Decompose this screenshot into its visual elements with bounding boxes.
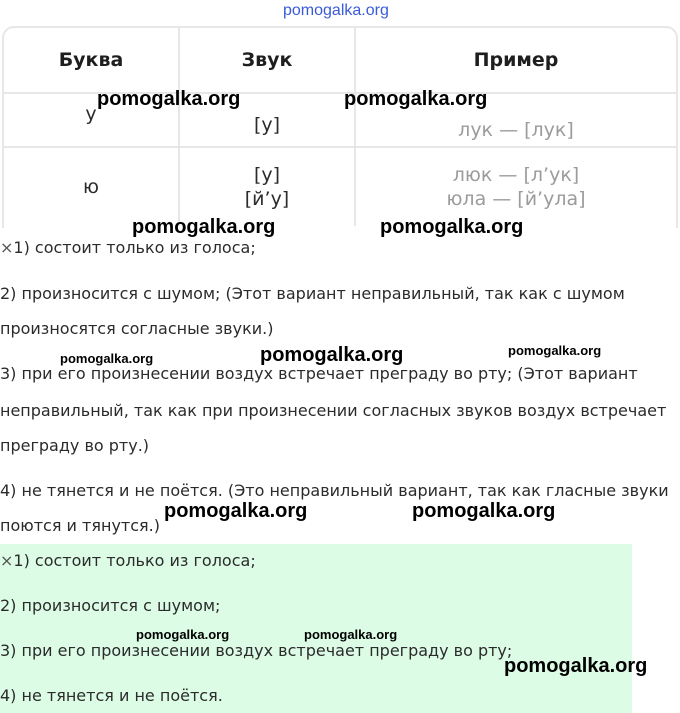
example-value: люк — [л’ук] (452, 164, 580, 186)
example-value: лук — [лук] (458, 119, 574, 141)
watermark: pomogalka.org (380, 216, 524, 238)
answer-line: преграду во рту.) (0, 436, 150, 455)
correct-line: 2) произносится с шумом; (0, 596, 221, 615)
answer-line: 2) произносится с шумом; (Этот вариант неправильный, так как с шумом (0, 284, 625, 303)
watermark: pomogalka.org (60, 351, 154, 366)
letter-value: ю (83, 176, 99, 198)
watermark: pomogalka.org (504, 655, 648, 677)
watermark: pomogalka.org (412, 500, 556, 522)
watermark: pomogalka.org (304, 627, 398, 642)
answer-line: поются и тянутся.) (0, 516, 160, 535)
watermark: pomogalka.org (260, 344, 404, 366)
answer-line: ×1) состоит только из голоса; (0, 238, 256, 257)
letter-cell (4, 147, 179, 226)
example-value: юла — [й’ула] (446, 188, 586, 210)
sound-cell (179, 147, 355, 226)
letters-table (2, 26, 678, 228)
correct-line: 3) при его произнесении воздух встречает преграду во рту; (0, 641, 513, 660)
correct-line: 4) не тянется и не поётся. (0, 686, 223, 705)
sound-value: [у] (253, 164, 281, 186)
header-example: Пример (355, 28, 676, 93)
cross-icon: × (0, 551, 14, 570)
answer-line: 3) при его произнесении воздух встречает преграду во рту; (Этот вариант (0, 364, 638, 383)
answer-line: неправильный, так как при произнесении согласных звуков воздух встречает (0, 401, 667, 420)
answer-line: 4) не тянется и не поётся. (Это неправильный вариант, так как гласные звуки (0, 481, 669, 500)
correct-line: ×1) состоит только из голоса; (0, 551, 256, 570)
header-letter: Буква (4, 28, 179, 93)
example-cell (355, 147, 676, 226)
answer-line: произносятся согласные звуки.) (0, 319, 274, 338)
table-header-row (4, 28, 676, 93)
header-sound: Звук (179, 28, 355, 93)
watermark: pomogalka.org (508, 343, 602, 358)
table-row (4, 147, 676, 226)
watermark: pomogalka.org (344, 88, 488, 110)
sound-value: [у] (253, 114, 281, 136)
watermark: pomogalka.org (164, 500, 308, 522)
cross-icon: × (0, 238, 14, 257)
watermark: pomogalka.org (97, 88, 241, 110)
sound-value: [й’у] (244, 188, 290, 210)
watermark: pomogalka.org (283, 2, 389, 19)
watermark: pomogalka.org (136, 627, 230, 642)
letter-value: у (85, 103, 97, 125)
watermark: pomogalka.org (132, 216, 276, 238)
